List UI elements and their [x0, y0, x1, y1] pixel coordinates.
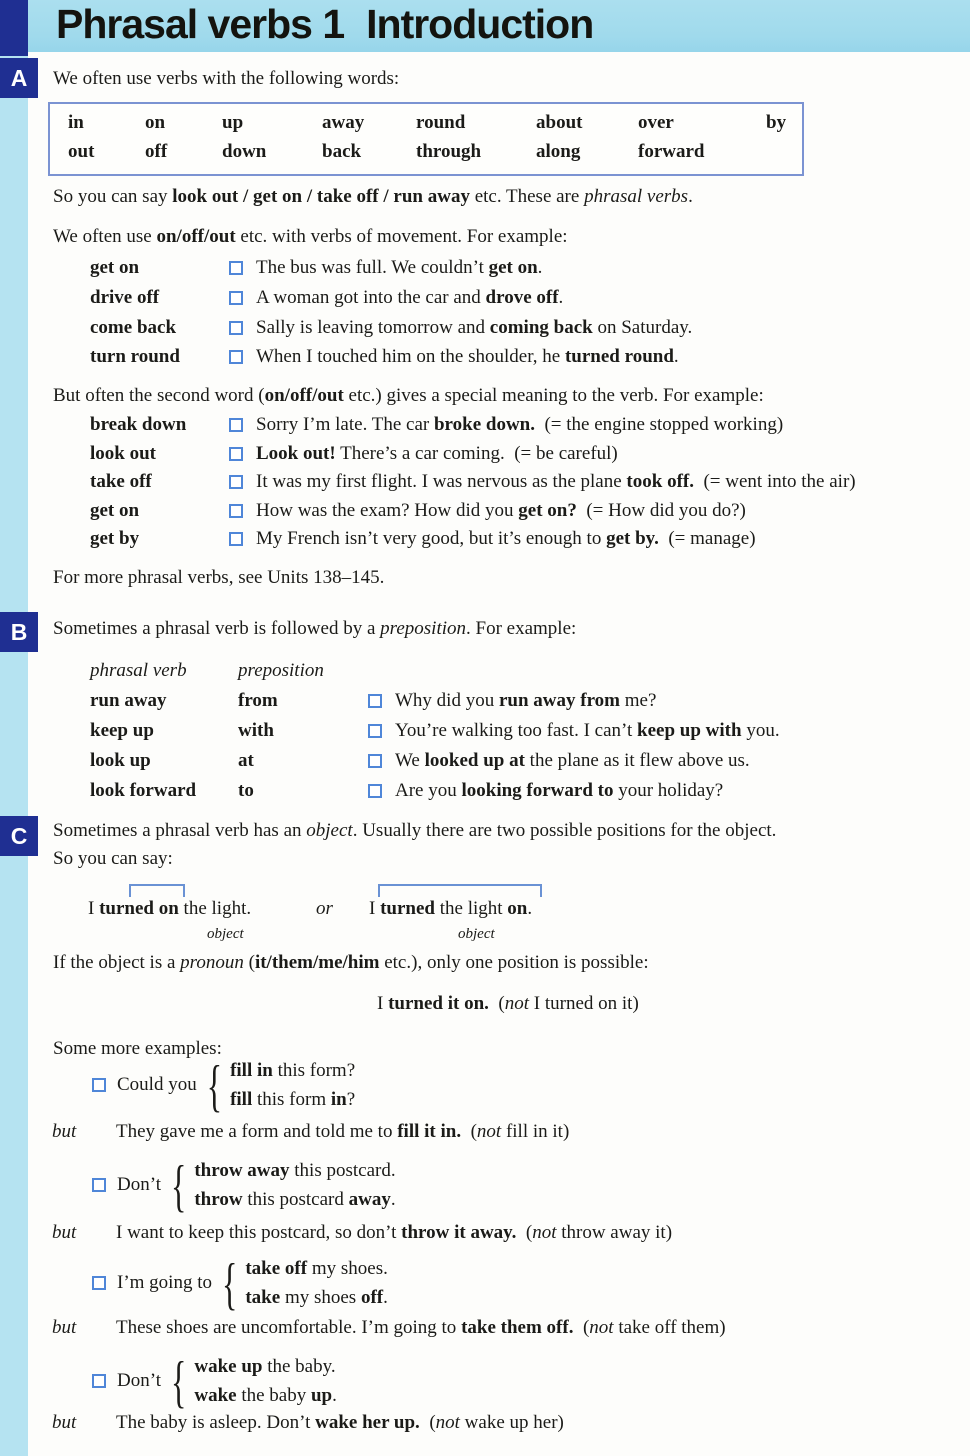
diagram-left-sentence: I turned on the light. — [88, 898, 252, 919]
option-line: take off my shoes. — [245, 1258, 388, 1279]
phrasal-verb-cell: look up — [90, 750, 151, 771]
example-sentence: Look out! There’s a car coming. (= be careful) — [256, 443, 618, 464]
but-label: but — [52, 1222, 77, 1243]
word-box-word: forward — [638, 141, 705, 162]
example-sentence: You’re walking too fast. I can’t keep up with you. — [395, 720, 780, 741]
example-sentence: How was the exam? How did you get on? (= How did you do?) — [256, 500, 746, 521]
word-box-word: off — [145, 141, 168, 162]
bullet-checkbox-icon — [368, 724, 382, 738]
column-header-preposition: preposition — [238, 660, 324, 681]
bracket-icon — [378, 884, 542, 897]
diagram-or-word: or — [316, 898, 333, 919]
table-row — [90, 780, 723, 802]
unit-title: Phrasal verbs 1 — [56, 1, 345, 47]
left-margin-strip — [0, 0, 28, 1456]
word-box-word: up — [222, 112, 244, 133]
word-box — [48, 102, 804, 176]
object-label: object — [458, 926, 495, 942]
example-row — [90, 346, 679, 368]
word-box-word: back — [322, 141, 362, 162]
see-units-line: For more phrasal verbs, see Units 138–145. — [53, 567, 385, 588]
but-line — [52, 1317, 726, 1339]
word-box-word: away — [322, 112, 365, 133]
but-label: but — [52, 1121, 77, 1142]
example-row — [90, 471, 856, 493]
bullet-checkbox-icon — [229, 261, 243, 275]
example-sentence: We looked up at the plane as it flew above us. — [395, 750, 750, 771]
example-sentence: My French isn’t very good, but it’s enough to get by. (= manage) — [256, 528, 756, 549]
but-line — [52, 1412, 564, 1434]
phrasal-verb-term: look out — [90, 443, 156, 464]
brace-icon: { — [222, 1250, 238, 1316]
page-title — [56, 1, 593, 48]
bullet-checkbox-icon — [229, 321, 243, 335]
bullet-checkbox-icon — [229, 447, 243, 461]
brace-example-group — [92, 1152, 396, 1218]
preposition-cell: to — [238, 780, 254, 801]
table-row — [90, 690, 656, 712]
so-you-can-say-line: So you can say look out / get on / take off / run away etc. These are phrasal verbs. — [53, 186, 693, 207]
section-a-intro: We often use verbs with the following words: — [53, 68, 400, 89]
table-row — [90, 720, 780, 742]
word-box-word: on — [145, 112, 166, 133]
but-sentence: The baby is asleep. Don’t wake her up. (not wake up her) — [116, 1412, 564, 1433]
special-meaning-intro-line: But often the second word (on/off/out etc.) gives a special meaning to the verb. For example: — [53, 385, 764, 406]
word-box-word: by — [766, 112, 787, 133]
phrasal-verb-term: get on — [90, 257, 140, 278]
phrasal-verb-term: take off — [90, 471, 152, 492]
word-box-word: in — [68, 112, 84, 133]
object-label: object — [207, 926, 244, 942]
example-row — [90, 257, 542, 279]
phrasal-verb-cell: keep up — [90, 720, 154, 741]
preposition-cell: from — [238, 690, 278, 711]
but-line — [52, 1222, 672, 1244]
lead-phrase: Don’t — [117, 1174, 161, 1195]
word-box-word: over — [638, 112, 674, 133]
corner-accent-block — [0, 0, 28, 56]
brace-example-group — [92, 1052, 356, 1118]
option-line: wake the baby up. — [194, 1385, 337, 1406]
phrasal-verb-term: break down — [90, 414, 187, 435]
but-line — [52, 1121, 569, 1143]
phrasal-verb-term: get on — [90, 500, 140, 521]
phrasal-verb-term: drive off — [90, 287, 160, 308]
example-sentence: Sally is leaving tomorrow and coming back on Saturday. — [256, 317, 693, 338]
example-sentence: When I touched him on the shoulder, he turned round. — [256, 346, 679, 367]
but-sentence: They gave me a form and told me to fill it in. (not fill in it) — [116, 1121, 570, 1142]
bullet-checkbox-icon — [92, 1078, 106, 1092]
bracket-icon — [129, 884, 185, 897]
brace-example-group — [92, 1348, 337, 1414]
example-sentence: The bus was full. We couldn’t get on. — [256, 257, 543, 278]
section-c-intro-line2: So you can say: — [53, 848, 173, 869]
column-header-phrasal-verb: phrasal verb — [90, 660, 187, 681]
bullet-checkbox-icon — [229, 418, 243, 432]
bullet-checkbox-icon — [92, 1276, 106, 1290]
brace-icon: { — [170, 1348, 187, 1414]
word-box-word: down — [222, 141, 267, 162]
lead-phrase: Don’t — [117, 1370, 161, 1391]
example-row — [90, 414, 783, 436]
but-sentence: These shoes are uncomfortable. I’m going to take them off. (not take off them) — [116, 1317, 726, 1338]
bullet-checkbox-icon — [368, 754, 382, 768]
bullet-checkbox-icon — [229, 532, 243, 546]
bullet-checkbox-icon — [92, 1374, 106, 1388]
example-row — [90, 500, 746, 522]
option-line: throw this postcard away. — [194, 1189, 396, 1210]
section-c-intro-line1: Sometimes a phrasal verb has an object. Usually there are two possible positions for the object. — [53, 820, 777, 841]
movement-intro-line: We often use on/off/out etc. with verbs of movement. For example: — [53, 226, 568, 247]
word-box-word: along — [536, 141, 581, 162]
brace-icon: { — [206, 1052, 223, 1118]
bullet-checkbox-icon — [229, 504, 243, 518]
example-row — [90, 287, 563, 309]
diagram-right-sentence: I turned the light on. — [369, 898, 533, 919]
example-sentence: Are you looking forward to your holiday? — [395, 780, 724, 801]
bullet-checkbox-icon — [229, 291, 243, 305]
bullet-checkbox-icon — [368, 784, 382, 798]
example-sentence: Sorry I’m late. The car broke down. (= the engine stopped working) — [256, 414, 784, 435]
bullet-checkbox-icon — [229, 475, 243, 489]
section-b-intro: Sometimes a phrasal verb is followed by a preposition. For example: — [53, 618, 577, 639]
preposition-cell: at — [238, 750, 254, 771]
unit-subtitle: Introduction — [366, 1, 594, 47]
option-line: take my shoes off. — [245, 1287, 388, 1308]
phrasal-verb-cell: run away — [90, 690, 167, 711]
word-box-word: about — [536, 112, 583, 133]
pronoun-rule-line: If the object is a pronoun (it/them/me/him etc.), only one position is possible: — [53, 952, 649, 973]
word-box-word: round — [416, 112, 466, 133]
but-sentence: I want to keep this postcard, so don’t throw it away. (not throw away it) — [116, 1222, 673, 1243]
word-box-word: through — [416, 141, 482, 162]
example-row — [90, 443, 618, 465]
brace-icon: { — [170, 1152, 187, 1218]
example-sentence: It was my first flight. I was nervous as the plane took off. (= went into the air) — [256, 471, 856, 492]
phrasal-verb-term: turn round — [90, 346, 180, 367]
phrasal-verb-cell: look forward — [90, 780, 197, 801]
phrasal-verb-term: come back — [90, 317, 177, 338]
but-label: but — [52, 1317, 77, 1338]
turned-it-on-line: I turned it on. (not I turned on it) — [377, 993, 639, 1014]
but-label: but — [52, 1412, 77, 1433]
option-line: throw away this postcard. — [194, 1160, 396, 1181]
option-line: fill in this form? — [230, 1060, 356, 1081]
option-line: wake up the baby. — [194, 1356, 336, 1377]
phrasal-verb-term: get by — [90, 528, 140, 549]
section-marker-a: A — [0, 58, 38, 98]
some-more-examples-label: Some more examples: — [53, 1038, 222, 1059]
preposition-cell: with — [238, 720, 274, 741]
lead-phrase: I’m going to — [117, 1272, 212, 1293]
example-row — [90, 528, 756, 550]
bullet-checkbox-icon — [368, 694, 382, 708]
table-row — [90, 750, 750, 772]
title-band — [28, 0, 970, 52]
object-position-diagram — [0, 884, 970, 954]
example-sentence: A woman got into the car and drove off. — [256, 287, 564, 308]
section-marker-b: B — [0, 612, 38, 652]
word-box-word: out — [68, 141, 95, 162]
bullet-checkbox-icon — [92, 1178, 106, 1192]
section-marker-c: C — [0, 816, 38, 856]
example-sentence: Why did you run away from me? — [395, 690, 657, 711]
option-line: fill this form in? — [230, 1089, 356, 1110]
bullet-checkbox-icon — [229, 350, 243, 364]
table-header-row — [90, 660, 324, 682]
brace-example-group — [92, 1250, 388, 1316]
lead-phrase: Could you — [117, 1074, 197, 1095]
example-row — [90, 317, 692, 339]
